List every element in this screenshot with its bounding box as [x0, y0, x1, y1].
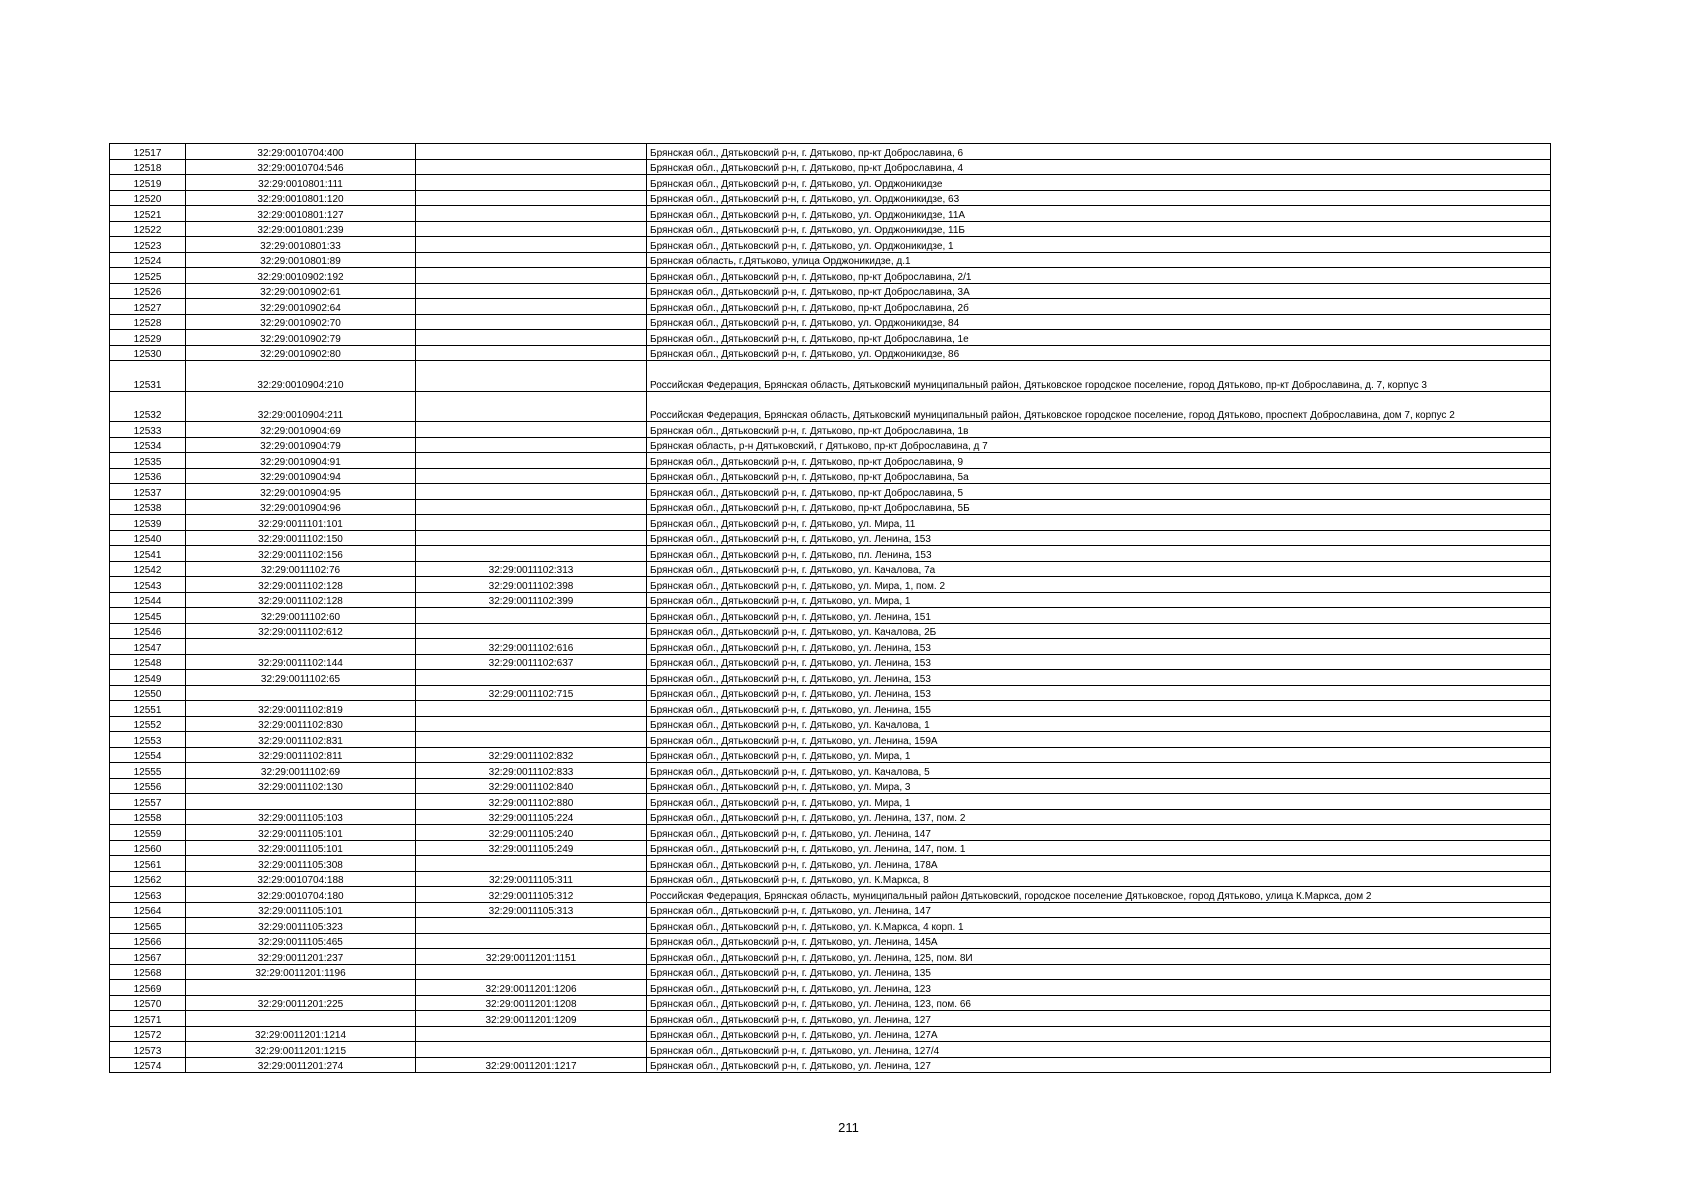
cadastral-number-cell: 32:29:0011102:76	[186, 561, 416, 577]
table-row	[110, 515, 1551, 531]
row-number-cell: 12562	[110, 871, 186, 887]
row-number-cell: 12565	[110, 918, 186, 934]
related-cadastral-number-cell	[416, 732, 647, 748]
table-row	[110, 732, 1551, 748]
related-cadastral-number-cell: 32:29:0011201:1208	[416, 995, 647, 1011]
table-row	[110, 268, 1551, 284]
related-cadastral-number-cell	[416, 1042, 647, 1058]
cadastral-number-cell: 32:29:0011102:819	[186, 701, 416, 717]
address-cell: Брянская обл., Дятьковский р-н, г. Дятьково, ул. Ленина, 127	[647, 1011, 1551, 1027]
address-cell: Брянская обл., Дятьковский р-н, г. Дятьково, ул. Качалова, 2Б	[647, 623, 1551, 639]
related-cadastral-number-cell: 32:29:0011102:616	[416, 639, 647, 655]
table-row	[110, 840, 1551, 856]
table-row	[110, 314, 1551, 330]
related-cadastral-number-cell	[416, 701, 647, 717]
related-cadastral-number-cell	[416, 918, 647, 934]
row-number-cell: 12567	[110, 949, 186, 965]
row-number-cell: 12558	[110, 809, 186, 825]
cadastral-number-cell: 32:29:0011102:156	[186, 546, 416, 562]
table-row	[110, 437, 1551, 453]
table-row	[110, 964, 1551, 980]
cadastral-number-cell: 32:29:0010904:210	[186, 361, 416, 392]
cadastral-number-cell: 32:29:0011201:1215	[186, 1042, 416, 1058]
data-table	[109, 143, 1551, 1073]
related-cadastral-number-cell	[416, 468, 647, 484]
cadastral-number-cell: 32:29:0010704:188	[186, 871, 416, 887]
related-cadastral-number-cell: 32:29:0011201:1217	[416, 1057, 647, 1073]
row-number-cell: 12542	[110, 561, 186, 577]
table-row	[110, 546, 1551, 562]
address-cell: Брянская обл., Дятьковский р-н, г. Дятьково, ул. Ленина, 153	[647, 670, 1551, 686]
related-cadastral-number-cell: 32:29:0011102:833	[416, 763, 647, 779]
row-number-cell: 12568	[110, 964, 186, 980]
table-row	[110, 608, 1551, 624]
related-cadastral-number-cell: 32:29:0011102:840	[416, 778, 647, 794]
related-cadastral-number-cell	[416, 159, 647, 175]
cadastral-number-cell: 32:29:0010801:239	[186, 221, 416, 237]
table-row	[110, 453, 1551, 469]
address-cell: Брянская обл., Дятьковский р-н, г. Дятьково, пр-кт Доброславина, 5	[647, 484, 1551, 500]
address-cell: Брянская обл., Дятьковский р-н, г. Дятьково, ул. Ленина, 159А	[647, 732, 1551, 748]
address-cell: Брянская обл., Дятьковский р-н, г. Дятьково, ул. Качалова, 1	[647, 716, 1551, 732]
related-cadastral-number-cell: 32:29:0011105:240	[416, 825, 647, 841]
related-cadastral-number-cell	[416, 670, 647, 686]
related-cadastral-number-cell	[416, 314, 647, 330]
related-cadastral-number-cell	[416, 933, 647, 949]
row-number-cell: 12526	[110, 283, 186, 299]
cadastral-number-cell: 32:29:0010902:192	[186, 268, 416, 284]
cadastral-number-cell	[186, 685, 416, 701]
cadastral-number-cell: 32:29:0011201:1214	[186, 1026, 416, 1042]
related-cadastral-number-cell: 32:29:0011102:313	[416, 561, 647, 577]
related-cadastral-number-cell: 32:29:0011102:398	[416, 577, 647, 593]
address-cell: Брянская обл., Дятьковский р-н, г. Дятьково, ул. Мира, 11	[647, 515, 1551, 531]
row-number-cell: 12559	[110, 825, 186, 841]
related-cadastral-number-cell	[416, 530, 647, 546]
row-number-cell: 12566	[110, 933, 186, 949]
table-row	[110, 918, 1551, 934]
related-cadastral-number-cell	[416, 361, 647, 392]
row-number-cell: 12572	[110, 1026, 186, 1042]
row-number-cell: 12533	[110, 422, 186, 438]
related-cadastral-number-cell	[416, 175, 647, 191]
table-row	[110, 778, 1551, 794]
cadastral-number-cell: 32:29:0010801:127	[186, 206, 416, 222]
address-cell: Брянская обл., Дятьковский р-н, г. Дятьково, пр-кт Доброславина, 9	[647, 453, 1551, 469]
table-row	[110, 190, 1551, 206]
address-cell: Брянская обл., Дятьковский р-н, г. Дятьково, пр-кт Доброславина, 2/1	[647, 268, 1551, 284]
related-cadastral-number-cell	[416, 206, 647, 222]
address-cell: Брянская обл., Дятьковский р-н, г. Дятьково, ул. Ленина, 178А	[647, 856, 1551, 872]
address-cell: Брянская область, р-н Дятьковский, г Дятьково, пр-кт Доброславина, д 7	[647, 437, 1551, 453]
row-number-cell: 12524	[110, 252, 186, 268]
cadastral-number-cell: 32:29:0011102:831	[186, 732, 416, 748]
table-row	[110, 980, 1551, 996]
cadastral-number-cell: 32:29:0010904:69	[186, 422, 416, 438]
related-cadastral-number-cell: 32:29:0011105:313	[416, 902, 647, 918]
cadastral-number-cell: 32:29:0011102:830	[186, 716, 416, 732]
row-number-cell: 12548	[110, 654, 186, 670]
cadastral-number-cell: 32:29:0011201:225	[186, 995, 416, 1011]
cadastral-number-cell: 32:29:0010902:70	[186, 314, 416, 330]
table-row	[110, 654, 1551, 670]
cadastral-number-cell: 32:29:0011102:811	[186, 747, 416, 763]
cadastral-number-cell	[186, 1011, 416, 1027]
cadastral-number-cell	[186, 980, 416, 996]
row-number-cell: 12535	[110, 453, 186, 469]
related-cadastral-number-cell	[416, 453, 647, 469]
address-cell: Брянская обл., Дятьковский р-н, г. Дятьково, пр-кт Доброславина, 2б	[647, 299, 1551, 315]
row-number-cell: 12531	[110, 361, 186, 392]
table-row	[110, 871, 1551, 887]
table-row	[110, 237, 1551, 253]
cadastral-number-cell: 32:29:0011102:60	[186, 608, 416, 624]
address-cell: Брянская обл., Дятьковский р-н, г. Дятьково, пр-кт Доброславина, 3А	[647, 283, 1551, 299]
row-number-cell: 12574	[110, 1057, 186, 1073]
table-row	[110, 592, 1551, 608]
cadastral-number-cell: 32:29:0010902:79	[186, 330, 416, 346]
table-row	[110, 1057, 1551, 1073]
related-cadastral-number-cell	[416, 716, 647, 732]
address-cell: Брянская обл., Дятьковский р-н, г. Дятьково, ул. Ленина, 153	[647, 530, 1551, 546]
related-cadastral-number-cell	[416, 391, 647, 422]
related-cadastral-number-cell: 32:29:0011102:880	[416, 794, 647, 810]
related-cadastral-number-cell	[416, 345, 647, 361]
table-row	[110, 856, 1551, 872]
related-cadastral-number-cell	[416, 190, 647, 206]
related-cadastral-number-cell	[416, 515, 647, 531]
table-row	[110, 391, 1551, 422]
table-row	[110, 716, 1551, 732]
related-cadastral-number-cell	[416, 608, 647, 624]
row-number-cell: 12520	[110, 190, 186, 206]
table-row	[110, 484, 1551, 500]
address-cell: Брянская обл., Дятьковский р-н, г. Дятьково, ул. Ленина, 155	[647, 701, 1551, 717]
related-cadastral-number-cell	[416, 437, 647, 453]
cadastral-number-cell: 32:29:0010904:94	[186, 468, 416, 484]
row-number-cell: 12517	[110, 144, 186, 160]
address-cell: Брянская обл., Дятьковский р-н, г. Дятьково, пр-кт Доброславина, 5Б	[647, 499, 1551, 515]
related-cadastral-number-cell: 32:29:0011201:1151	[416, 949, 647, 965]
related-cadastral-number-cell: 32:29:0011102:832	[416, 747, 647, 763]
row-number-cell: 12570	[110, 995, 186, 1011]
cadastral-number-cell: 32:29:0011105:323	[186, 918, 416, 934]
table-row	[110, 825, 1551, 841]
related-cadastral-number-cell	[416, 623, 647, 639]
table-row	[110, 685, 1551, 701]
cadastral-number-cell: 32:29:0010904:91	[186, 453, 416, 469]
row-number-cell: 12546	[110, 623, 186, 639]
cadastral-number-cell: 32:29:0011201:237	[186, 949, 416, 965]
table-row	[110, 206, 1551, 222]
cadastral-number-cell: 32:29:0011105:101	[186, 825, 416, 841]
table-row	[110, 639, 1551, 655]
address-cell: Брянская обл., Дятьковский р-н, г. Дятьково, ул. Качалова, 5	[647, 763, 1551, 779]
row-number-cell: 12534	[110, 437, 186, 453]
address-cell: Брянская обл., Дятьковский р-н, г. Дятьково, ул. Мира, 3	[647, 778, 1551, 794]
related-cadastral-number-cell: 32:29:0011102:637	[416, 654, 647, 670]
cadastral-number-cell: 32:29:0010801:89	[186, 252, 416, 268]
address-cell: Брянская обл., Дятьковский р-н, г. Дятьково, ул. Ленина, 127А	[647, 1026, 1551, 1042]
cadastral-number-cell: 32:29:0010704:400	[186, 144, 416, 160]
cadastral-number-cell: 32:29:0010801:120	[186, 190, 416, 206]
table-row	[110, 949, 1551, 965]
cadastral-number-cell: 32:29:0010904:96	[186, 499, 416, 515]
cadastral-number-cell: 32:29:0010704:546	[186, 159, 416, 175]
table-row	[110, 577, 1551, 593]
table-row	[110, 887, 1551, 903]
cadastral-number-cell: 32:29:0011201:274	[186, 1057, 416, 1073]
address-cell: Брянская обл., Дятьковский р-н, г. Дятьково, пл. Ленина, 153	[647, 546, 1551, 562]
address-cell: Брянская обл., Дятьковский р-н, г. Дятьково, ул. Мира, 1	[647, 592, 1551, 608]
row-number-cell: 12550	[110, 685, 186, 701]
cadastral-number-cell: 32:29:0010902:61	[186, 283, 416, 299]
table-row	[110, 995, 1551, 1011]
related-cadastral-number-cell	[416, 144, 647, 160]
cadastral-number-cell: 32:29:0011201:1196	[186, 964, 416, 980]
table-row	[110, 299, 1551, 315]
related-cadastral-number-cell: 32:29:0011201:1206	[416, 980, 647, 996]
address-cell: Брянская обл., Дятьковский р-н, г. Дятьково, ул. К.Маркса, 4 корп. 1	[647, 918, 1551, 934]
table-row	[110, 809, 1551, 825]
table-row	[110, 175, 1551, 191]
row-number-cell: 12547	[110, 639, 186, 655]
cadastral-number-cell: 32:29:0011102:128	[186, 592, 416, 608]
related-cadastral-number-cell: 32:29:0011102:715	[416, 685, 647, 701]
address-cell: Брянская обл., Дятьковский р-н, г. Дятьково, ул. Ленина, 125, пом. 8И	[647, 949, 1551, 965]
row-number-cell: 12545	[110, 608, 186, 624]
address-cell: Брянская область, г.Дятьково, улица Орджоникидзе, д.1	[647, 252, 1551, 268]
address-cell: Брянская обл., Дятьковский р-н, г. Дятьково, ул. Ленина, 147	[647, 825, 1551, 841]
related-cadastral-number-cell	[416, 221, 647, 237]
cadastral-number-cell	[186, 639, 416, 655]
address-cell: Брянская обл., Дятьковский р-н, г. Дятьково, ул. Ленина, 123	[647, 980, 1551, 996]
row-number-cell: 12543	[110, 577, 186, 593]
table-row	[110, 902, 1551, 918]
row-number-cell: 12538	[110, 499, 186, 515]
address-cell: Брянская обл., Дятьковский р-н, г. Дятьково, ул. К.Маркса, 8	[647, 871, 1551, 887]
related-cadastral-number-cell: 32:29:0011105:224	[416, 809, 647, 825]
row-number-cell: 12537	[110, 484, 186, 500]
related-cadastral-number-cell	[416, 499, 647, 515]
related-cadastral-number-cell: 32:29:0011201:1209	[416, 1011, 647, 1027]
row-number-cell: 12539	[110, 515, 186, 531]
table-row	[110, 530, 1551, 546]
address-cell: Брянская обл., Дятьковский р-н, г. Дятьково, ул. Ленина, 153	[647, 639, 1551, 655]
table-row	[110, 159, 1551, 175]
row-number-cell: 12549	[110, 670, 186, 686]
address-cell: Брянская обл., Дятьковский р-н, г. Дятьково, ул. Ленина, 127	[647, 1057, 1551, 1073]
address-cell: Брянская обл., Дятьковский р-н, г. Дятьково, ул. Орджоникидзе, 11Б	[647, 221, 1551, 237]
related-cadastral-number-cell	[416, 484, 647, 500]
row-number-cell: 12556	[110, 778, 186, 794]
row-number-cell: 12519	[110, 175, 186, 191]
row-number-cell: 12552	[110, 716, 186, 732]
cadastral-number-cell: 32:29:0010801:33	[186, 237, 416, 253]
cadastral-number-cell: 32:29:0010904:211	[186, 391, 416, 422]
cadastral-number-cell: 32:29:0010801:111	[186, 175, 416, 191]
row-number-cell: 12557	[110, 794, 186, 810]
cadastral-number-cell: 32:29:0011102:612	[186, 623, 416, 639]
address-cell: Брянская обл., Дятьковский р-н, г. Дятьково, ул. Орджоникидзе, 1	[647, 237, 1551, 253]
cadastral-number-cell: 32:29:0011102:69	[186, 763, 416, 779]
related-cadastral-number-cell	[416, 546, 647, 562]
address-cell: Брянская обл., Дятьковский р-н, г. Дятьково, ул. Орджоникидзе	[647, 175, 1551, 191]
row-number-cell: 12536	[110, 468, 186, 484]
row-number-cell: 12540	[110, 530, 186, 546]
address-cell: Брянская обл., Дятьковский р-н, г. Дятьково, ул. Орджоникидзе, 86	[647, 345, 1551, 361]
row-number-cell: 12532	[110, 391, 186, 422]
row-number-cell: 12551	[110, 701, 186, 717]
table-row	[110, 670, 1551, 686]
table-row	[110, 499, 1551, 515]
table-row	[110, 747, 1551, 763]
address-cell: Российская Федерация, Брянская область, Дятьковский муниципальный район, Дятьковское городское поселение, город Дятьково, пр-кт Доброславина, д. 7, корпус 3	[647, 361, 1551, 392]
cadastral-number-cell: 32:29:0011101:101	[186, 515, 416, 531]
row-number-cell: 12569	[110, 980, 186, 996]
address-cell: Брянская обл., Дятьковский р-н, г. Дятьково, ул. Ленина, 145А	[647, 933, 1551, 949]
table-row	[110, 623, 1551, 639]
table-row	[110, 701, 1551, 717]
page-number: 211	[838, 1120, 859, 1135]
related-cadastral-number-cell	[416, 283, 647, 299]
row-number-cell: 12573	[110, 1042, 186, 1058]
table-row	[110, 468, 1551, 484]
cadastral-number-cell: 32:29:0010704:180	[186, 887, 416, 903]
address-cell: Брянская обл., Дятьковский р-н, г. Дятьково, ул. Ленина, 135	[647, 964, 1551, 980]
related-cadastral-number-cell	[416, 268, 647, 284]
table-row	[110, 1026, 1551, 1042]
row-number-cell: 12564	[110, 902, 186, 918]
row-number-cell: 12561	[110, 856, 186, 872]
address-cell: Брянская обл., Дятьковский р-н, г. Дятьково, ул. Ленина, 153	[647, 654, 1551, 670]
row-number-cell: 12560	[110, 840, 186, 856]
related-cadastral-number-cell: 32:29:0011105:312	[416, 887, 647, 903]
cadastral-number-cell: 32:29:0011105:101	[186, 902, 416, 918]
related-cadastral-number-cell	[416, 422, 647, 438]
row-number-cell: 12529	[110, 330, 186, 346]
row-number-cell: 12554	[110, 747, 186, 763]
row-number-cell: 12525	[110, 268, 186, 284]
cadastral-number-cell: 32:29:0011105:103	[186, 809, 416, 825]
address-cell: Брянская обл., Дятьковский р-н, г. Дятьково, ул. Ленина, 137, пом. 2	[647, 809, 1551, 825]
table-row	[110, 283, 1551, 299]
row-number-cell: 12522	[110, 221, 186, 237]
cadastral-number-cell: 32:29:0010904:95	[186, 484, 416, 500]
address-cell: Брянская обл., Дятьковский р-н, г. Дятьково, ул. Качалова, 7а	[647, 561, 1551, 577]
address-cell: Брянская обл., Дятьковский р-н, г. Дятьково, ул. Ленина, 123, пом. 66	[647, 995, 1551, 1011]
address-cell: Брянская обл., Дятьковский р-н, г. Дятьково, ул. Ленина, 153	[647, 685, 1551, 701]
cadastral-number-cell: 32:29:0010902:64	[186, 299, 416, 315]
cadastral-number-cell: 32:29:0011102:144	[186, 654, 416, 670]
table-row	[110, 933, 1551, 949]
cadastral-number-cell: 32:29:0011102:65	[186, 670, 416, 686]
address-cell: Брянская обл., Дятьковский р-н, г. Дятьково, пр-кт Доброславина, 4	[647, 159, 1551, 175]
cadastral-number-cell: 32:29:0011105:308	[186, 856, 416, 872]
table-row	[110, 345, 1551, 361]
row-number-cell: 12521	[110, 206, 186, 222]
related-cadastral-number-cell: 32:29:0011105:249	[416, 840, 647, 856]
row-number-cell: 12553	[110, 732, 186, 748]
related-cadastral-number-cell	[416, 330, 647, 346]
related-cadastral-number-cell: 32:29:0011102:399	[416, 592, 647, 608]
table-row	[110, 561, 1551, 577]
table-row	[110, 422, 1551, 438]
table-body	[110, 144, 1551, 1073]
row-number-cell: 12528	[110, 314, 186, 330]
table-row	[110, 330, 1551, 346]
row-number-cell: 12527	[110, 299, 186, 315]
table-row	[110, 763, 1551, 779]
table-row	[110, 221, 1551, 237]
row-number-cell: 12544	[110, 592, 186, 608]
cadastral-number-cell: 32:29:0011102:150	[186, 530, 416, 546]
row-number-cell: 12563	[110, 887, 186, 903]
address-cell: Брянская обл., Дятьковский р-н, г. Дятьково, ул. Ленина, 147	[647, 902, 1551, 918]
cadastral-number-cell: 32:29:0011102:130	[186, 778, 416, 794]
address-cell: Брянская обл., Дятьковский р-н, г. Дятьково, пр-кт Доброславина, 6	[647, 144, 1551, 160]
row-number-cell: 12541	[110, 546, 186, 562]
table-row	[110, 1042, 1551, 1058]
row-number-cell: 12555	[110, 763, 186, 779]
cadastral-number-cell: 32:29:0010902:80	[186, 345, 416, 361]
address-cell: Брянская обл., Дятьковский р-н, г. Дятьково, ул. Мира, 1	[647, 794, 1551, 810]
row-number-cell: 12530	[110, 345, 186, 361]
table-row	[110, 361, 1551, 392]
related-cadastral-number-cell	[416, 964, 647, 980]
address-cell: Брянская обл., Дятьковский р-н, г. Дятьково, ул. Ленина, 147, пом. 1	[647, 840, 1551, 856]
row-number-cell: 12571	[110, 1011, 186, 1027]
row-number-cell: 12518	[110, 159, 186, 175]
table-row	[110, 794, 1551, 810]
related-cadastral-number-cell	[416, 299, 647, 315]
cadastral-number-cell: 32:29:0010904:79	[186, 437, 416, 453]
row-number-cell: 12523	[110, 237, 186, 253]
cadastral-number-cell: 32:29:0011102:128	[186, 577, 416, 593]
address-cell: Брянская обл., Дятьковский р-н, г. Дятьково, ул. Мира, 1, пом. 2	[647, 577, 1551, 593]
address-cell: Брянская обл., Дятьковский р-н, г. Дятьково, ул. Ленина, 151	[647, 608, 1551, 624]
table-row	[110, 144, 1551, 160]
related-cadastral-number-cell	[416, 252, 647, 268]
table-row	[110, 1011, 1551, 1027]
address-cell: Брянская обл., Дятьковский р-н, г. Дятьково, пр-кт Доброславина, 1е	[647, 330, 1551, 346]
cadastral-number-cell: 32:29:0011105:101	[186, 840, 416, 856]
address-cell: Брянская обл., Дятьковский р-н, г. Дятьково, ул. Орджоникидзе, 84	[647, 314, 1551, 330]
related-cadastral-number-cell	[416, 237, 647, 253]
cadastral-number-cell	[186, 794, 416, 810]
address-cell: Брянская обл., Дятьковский р-н, г. Дятьково, пр-кт Доброславина, 1в	[647, 422, 1551, 438]
related-cadastral-number-cell	[416, 1026, 647, 1042]
address-cell: Брянская обл., Дятьковский р-н, г. Дятьково, ул. Мира, 1	[647, 747, 1551, 763]
address-cell: Российская Федерация, Брянская область, Дятьковский муниципальный район, Дятьковское городское поселение, город Дятьково, проспект Доброславина, дом 7, корпус 2	[647, 391, 1551, 422]
address-cell: Брянская обл., Дятьковский р-н, г. Дятьково, ул. Орджоникидзе, 63	[647, 190, 1551, 206]
address-cell: Брянская обл., Дятьковский р-н, г. Дятьково, пр-кт Доброславина, 5а	[647, 468, 1551, 484]
address-cell: Брянская обл., Дятьковский р-н, г. Дятьково, ул. Ленина, 127/4	[647, 1042, 1551, 1058]
address-cell: Российская Федерация, Брянская область, муниципальный район Дятьковский, городское поселение Дятьковское, город Дятьково, улица К.Маркса, дом 2	[647, 887, 1551, 903]
cadastral-number-cell: 32:29:0011105:465	[186, 933, 416, 949]
related-cadastral-number-cell: 32:29:0011105:311	[416, 871, 647, 887]
address-cell: Брянская обл., Дятьковский р-н, г. Дятьково, ул. Орджоникидзе, 11А	[647, 206, 1551, 222]
related-cadastral-number-cell	[416, 856, 647, 872]
table-row	[110, 252, 1551, 268]
